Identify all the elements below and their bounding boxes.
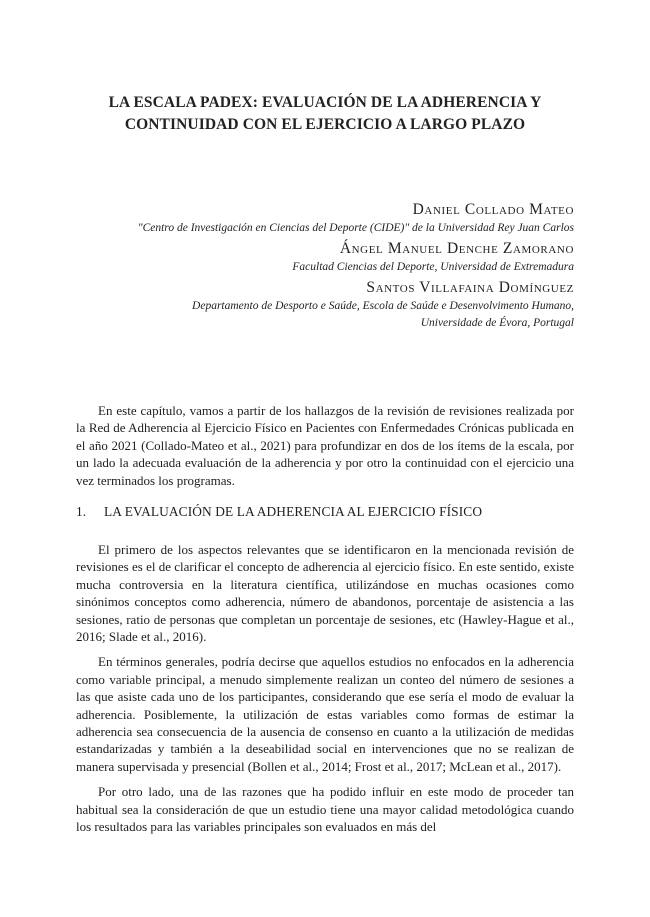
author-affiliation: Universidade de Évora, Portugal bbox=[420, 317, 574, 329]
author-name: Santos Villafaina Domínguez bbox=[366, 279, 574, 296]
intro-block bbox=[76, 402, 574, 489]
author-affiliation: "Centro de Investigación en Ciencias del Deporte (CIDE)" de la Universidad Rey Juan Carlos bbox=[137, 222, 574, 234]
author-name: Daniel Collado Mateo bbox=[412, 201, 574, 218]
author-name: Ángel Manuel Denche Zamorano bbox=[339, 240, 574, 257]
author-affiliation: Facultad Ciencias del Deporte, Universidad de Extremadura bbox=[292, 261, 574, 273]
body-text bbox=[76, 541, 574, 836]
chapter-title-line-2: CONTINUIDAD CON EL EJERCICIO A LARGO PLAZO bbox=[124, 116, 526, 133]
body-paragraph: El primero de los aspectos relevantes que se identificaron en la mencionada revisión de revisiones es el de clarificar el concepto de adherencia al ejercicio físico. En este sentido, existe mucha controversia en la literatura científica, utilizándose en muchas ocasiones como sinónimos conceptos como adherencia, número de abandonos, porcentaje de asistencia a las sesiones, ratio de personas que completan un porcentaje de sesiones, etc (Hawley-Hague et al., 2016; Slade et al., 2016). bbox=[76, 542, 574, 645]
section-heading bbox=[76, 504, 482, 520]
section-title: LA EVALUACIÓN DE LA ADHERENCIA AL EJERCICIO FÍSICO bbox=[104, 504, 483, 519]
author-affiliation: Departamento de Desporto e Saúde, Escola de Saúde e Desenvolvimento Humano, bbox=[192, 300, 574, 312]
body-paragraph: Por otro lado, una de las razones que ha podido influir en este modo de proceder tan habitual sea la consideración de que un estudio tiene una mayor calidad metodológica cuando los resultados para las variables principales son evaluados en más del bbox=[76, 784, 574, 835]
chapter-title bbox=[60, 92, 590, 136]
section-number: 1. bbox=[76, 504, 87, 519]
intro-paragraph: En este capítulo, vamos a partir de los hallazgos de la revisión de revisiones realizada por la Red de Adherencia al Ejercicio Físico en Pacientes con Enfermedades Crónicas publicada en el año 2021 (Collado-Mateo et al., 2021) para profundizar en dos de los ítems de la escala, por un lado la adecuada evaluación de la adherencia y por otro la continuidad con el ejercicio una vez terminados los programas. bbox=[76, 403, 574, 488]
author-block bbox=[54, 200, 574, 332]
chapter-title-line-1: LA ESCALA PADEX: EVALUACIÓN DE LA ADHERENCIA Y bbox=[108, 94, 542, 111]
body-paragraph: En términos generales, podría decirse que aquellos estudios no enfocados en la adherencia como variable principal, a menudo simplemente realizan un conteo del número de sesiones a las que asiste cada uno de los participantes, considerando que ese sería el modo de evaluar la adherencia. Posiblemente, la utilización de estas variables como formas de estimar la adherencia sea consecuencia de la ausencia de consenso en cuanto a la utilización de medidas estandarizadas y también a la deseabilidad social en intervenciones que no se realizan de manera supervisada y presencial (Bollen et al., 2014; Frost et al., 2017; McLean et al., 2017). bbox=[76, 654, 574, 774]
